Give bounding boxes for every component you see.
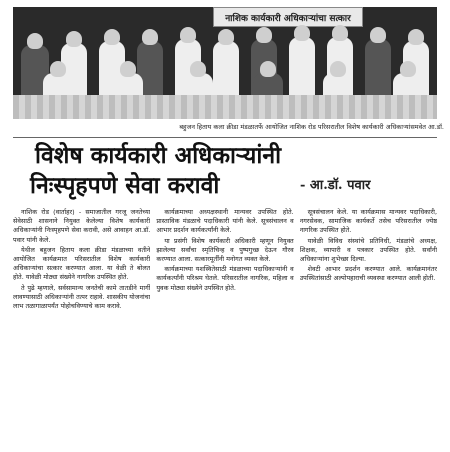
photo-figure-head xyxy=(120,61,136,77)
photo-figure-head xyxy=(180,27,196,43)
divider-line xyxy=(13,137,437,138)
article-column-3 xyxy=(300,208,437,444)
article-paragraph: कार्यक्रमाच्या यशस्वितेसाठी मंडळाच्या पदाधिकाऱ्यांनी व कार्यकर्त्यांनी परिश्रम घेतले. परिसरातील नागरिक, महिला व युवक मोठ्या संख्येने उपस्थित होते. xyxy=(156,265,294,292)
photo-figure-head xyxy=(218,29,234,45)
photo-figure-head xyxy=(142,29,158,45)
headline-line-1: विशेष कार्यकारी अधिकाऱ्यांनी xyxy=(35,142,282,169)
photo-figure-head xyxy=(260,61,276,77)
photo-figure xyxy=(365,39,391,97)
photo-figure-head xyxy=(50,61,66,77)
article-paragraph: कार्यक्रमाच्या अध्यक्षस्थानी मान्यवर उपस्थित होते. प्रास्ताविक मंडळाचे पदाधिकारी यांनी केले. सूत्रसंचालन व आभार प्रदर्शन कार्यकर्त्यांनी केले. xyxy=(156,208,294,235)
photo-figure-head xyxy=(400,61,416,77)
article-paragraph: येथील बहुजन हिताय कला क्रीडा मंडळाच्या वतीने आयोजित कार्यक्रमात परिसरातील विशेष कार्यकारी अधिकाऱ्यांचा सत्कार करण्यात आला. या वेळी ते बोलत होते. यावेळी मोठ्या संख्येने नागरिक उपस्थित होते. xyxy=(13,245,151,282)
article-paragraph: यावेळी विविध संस्थांचे प्रतिनिधी, मंडळांचे अध्यक्ष, शिक्षक, व्यापारी व पत्रकार उपस्थित होते. सर्वांनी अधिकाऱ्यांना शुभेच्छा दिल्या. xyxy=(299,236,437,264)
photo-figure-head xyxy=(104,29,120,45)
photo-figure-head xyxy=(27,33,43,49)
photo-figure xyxy=(213,41,239,97)
photo-figure-head xyxy=(332,25,348,41)
photo-figure-head xyxy=(370,27,386,43)
photo-figure-head xyxy=(294,25,310,41)
article-body xyxy=(13,208,437,444)
photo-figure xyxy=(289,37,315,97)
photo-caption: बहुजन हिताय कला क्रीडा मंडळातर्फे आयोजित नाशिक रोड परिसरातील विशेष कार्यकारी अधिकाऱ्यांसमवेत आ.डॉ. xyxy=(179,123,444,131)
headline-byline: - आ.डॉ. पवार xyxy=(300,178,371,193)
photo-figure-head xyxy=(66,31,82,47)
photo-banner: नाशिक कार्यकारी अधिकाऱ्यांचा सत्कार xyxy=(213,7,363,27)
photo-table xyxy=(13,95,437,119)
article-paragraph: नाशिक रोड (वार्ताहर) - समाजातील गरजू जनतेच्या सेवेसाठी शासनाने नियुक्त केलेल्या विशेष कार्यकारी अधिकाऱ्यांनी निःस्पृहपणे सेवा करावी, असे आवाहन आ.डॉ. पवार यांनी केले. xyxy=(13,208,151,244)
photo-figure-head xyxy=(190,61,206,77)
photo-figure-head xyxy=(330,61,346,77)
article-paragraph: सूत्रसंचालन केले. या कार्यक्रमास मान्यवर पदाधिकारी, नगरसेवक, सामाजिक कार्यकर्ते तसेच परिसरातील ज्येष्ठ नागरिक उपस्थित होते. xyxy=(299,208,437,235)
article-paragraph: या प्रसंगी विशेष कार्यकारी अधिकारी म्हणून नियुक्त झालेल्या सर्वांचा स्मृतिचिन्ह व पुष्पगुच्छ देऊन गौरव करण्यात आला. सत्कारमूर्तींनी मनोगत व्यक्त केले. xyxy=(156,236,294,264)
article-column-2 xyxy=(156,208,293,444)
event-photo xyxy=(13,7,437,119)
article-paragraph: शेवटी आभार प्रदर्शन करण्यात आले. कार्यक्रमानंतर उपस्थितांसाठी अल्पोपहाराची व्यवस्था करण्यात आली होती. xyxy=(299,265,437,283)
headline-line-2: निःस्पृहपणे सेवा करावी xyxy=(30,172,220,199)
article-paragraph: ते पुढे म्हणाले, सर्वसामान्य जनतेची कामे तातडीने मार्गी लावण्यासाठी अधिकाऱ्यांनी तत्पर राहावे. शासकीय योजनांचा लाभ तळागाळापर्यंत पोहोचविण्याचे काम करावे. xyxy=(13,283,151,311)
article-column-1 xyxy=(13,208,150,444)
photo-figure-head xyxy=(256,27,272,43)
photo-figure-head xyxy=(408,29,424,45)
